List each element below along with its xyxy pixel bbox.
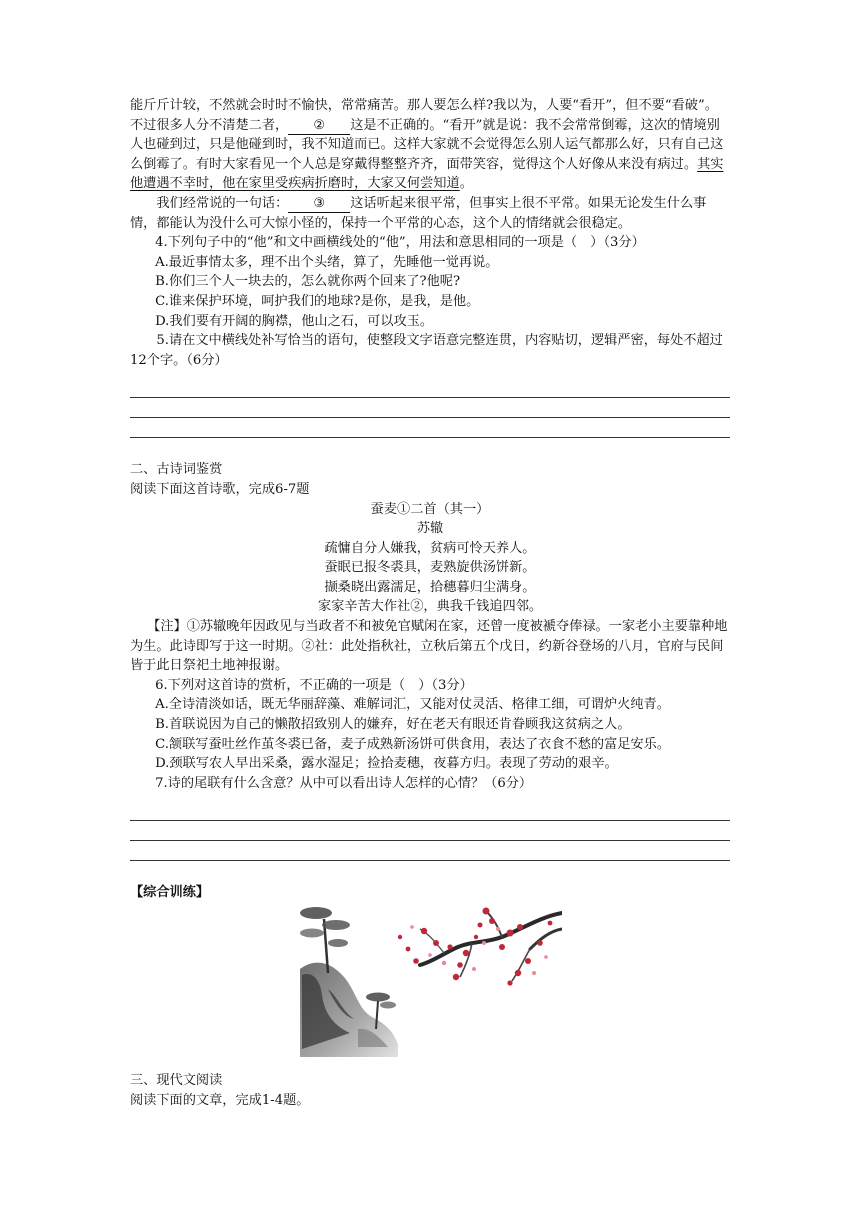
answer-line [130,841,730,861]
question-6-option-c: C.颔联写蚕吐丝作茧冬裘已备，麦子成熟新汤饼可供食用，表达了衣食不愁的富足安乐。 [155,736,671,752]
poem-line: 撷桑晓出露濡足，拾穗暮归尘满身。 [324,579,536,595]
answer-line [130,821,730,841]
section-3 [130,1071,730,1110]
section-3-heading: 三、现代文阅读 [130,1073,223,1088]
answer-line [130,398,730,418]
answer-lines-q7 [130,801,730,861]
blank-2: ② [288,118,350,135]
section-2-intro: 阅读下面这首诗歌，完成6-7题 [130,481,310,497]
question-4-option-a: A.最近事情太多，理不出个头绪，算了，先睡他一觉再说。 [155,254,499,270]
underlined-sentence: 其实他遭遇不幸时，他在家里受疾病折磨时，大家又何尝知道 [130,156,724,192]
blank-3: ③ [288,196,350,213]
paragraph-text: 能斤斤计较，不然就会时时不愉快，常常痛苦。那人要怎么样?我以为，人要“看开”，但不要“看破”。不过很多人分不清楚二者， [130,98,718,133]
decorative-illustration [130,905,730,1071]
passage-paragraph-2: 我们经常说的一句话： ③ 这话听起来很平常，但事实上很不平常。如果无论发生什么事情，都能认为没什么可大惊小怪的，保持一个平常的心态，这个人的情绪就会很稳定。 [130,195,707,231]
document-page [130,96,730,1110]
poem-line: 疏慵自分人嫌我，贫病可怜天养人。 [324,540,536,556]
poem-line: 蚕眠已报冬裘具，麦熟旋供汤饼新。 [324,560,536,576]
poem-author: 苏辙 [416,521,444,537]
section-2 [130,460,730,861]
poem-line: 家家辛苦大作社②，典我千钱追四邻。 [317,599,543,615]
section-3-intro: 阅读下面的文章，完成1-4题。 [130,1092,310,1108]
question-5-stem: 5.请在文中横线处补写恰当的语句，使整段文字语意完整连贯，内容贴切，逻辑严密，每处不超过12个字。（6分） [130,333,723,368]
question-4-option-c: C.谁来保护环境，呵护我们的地球?是你，是我，是他。 [155,293,480,309]
answer-lines-q5 [130,378,730,438]
paragraph-text: 这是不正确的。“看开”就是说：我不会常常倒霉，这次的情境别人也碰到过，只是他碰到时，我不知道而已。这样大家就不会觉得怎么别人运气都那么好，只有自己这么倒霉了。有时大家看见一个人总是穿戴得整整齐齐，面带笑容，觉得这个人好像从来没有病过。 [130,117,724,172]
question-4-stem: 4.下列句子中的“他”和文中画横线处的“他”，用法和意思相同的一项是（ ）（3分） [155,235,645,251]
question-7-stem: 7.诗的尾联有什么含意？从中可以看出诗人怎样的心情？（6分） [155,775,533,791]
question-4-option-d: D.我们要有开阔的胸襟，他山之石，可以攻玉。 [155,313,434,329]
answer-line [130,801,730,821]
training-section [130,883,730,1071]
question-6-option-b: B.首联说因为自己的懒散招致别人的嫌弃，好在老天有眼还肯眷顾我这贫病之人。 [155,717,631,733]
question-6-option-a: A.全诗清淡如话，既无华丽辞藻、难解词汇，又能对仗灵活、格律工细，可谓炉火纯青。 [155,697,670,713]
ink-landscape-image [298,899,400,1057]
question-6-option-d: D.颈联写农人早出采桑，露水湿足；捡拾麦穗，夜暮方归。表现了劳动的艰辛。 [155,756,618,772]
section-2-heading: 二、古诗词鉴赏 [130,462,223,478]
plum-blossom-image [390,903,562,989]
poem-note: 【注】①苏辙晚年因政见与当政者不和被免官赋闲在家，还曾一度被褫夺俸禄。一家老小主要靠种地为生。此诗即写于这一时期。②社：此处指秋社，立秋后第五个戊日，约新谷登场的八月，官府与民间皆于此日祭祀土地神报谢。 [130,619,728,674]
answer-line [130,418,730,438]
poem-title: 蚕麦①二首（其一） [370,501,490,517]
question-6-stem: 6.下列对这首诗的赏析，不正确的一项是（ ）（3分） [155,677,473,693]
training-heading: 【综合训练】 [130,885,210,901]
answer-line [130,378,730,398]
passage-paragraph-1: 能斤斤计较，不然就会时时不愉快，常常痛苦。那人要怎么样?我以为，人要“看开”，但不要“看破”。不过很多人分不清楚二者， ② 这是不正确的。“看开”就是说：我不会常常倒霉，这次的情境别人也碰到过，只是他碰到时，我不知道而已。这样大家就不会觉得怎么别人运气都那么好，只有自己这么倒霉了。有时大家看见一个人总是穿戴得整整齐齐，面带笑容，觉得这个人好像从来没有病过。其实他遭遇不幸时，他在家里受疾病折磨时，大家又何尝知道。 [130,98,724,192]
question-4-option-b: B.你们三个人一块去的，怎么就你两个回来了?他呢? [155,274,461,290]
